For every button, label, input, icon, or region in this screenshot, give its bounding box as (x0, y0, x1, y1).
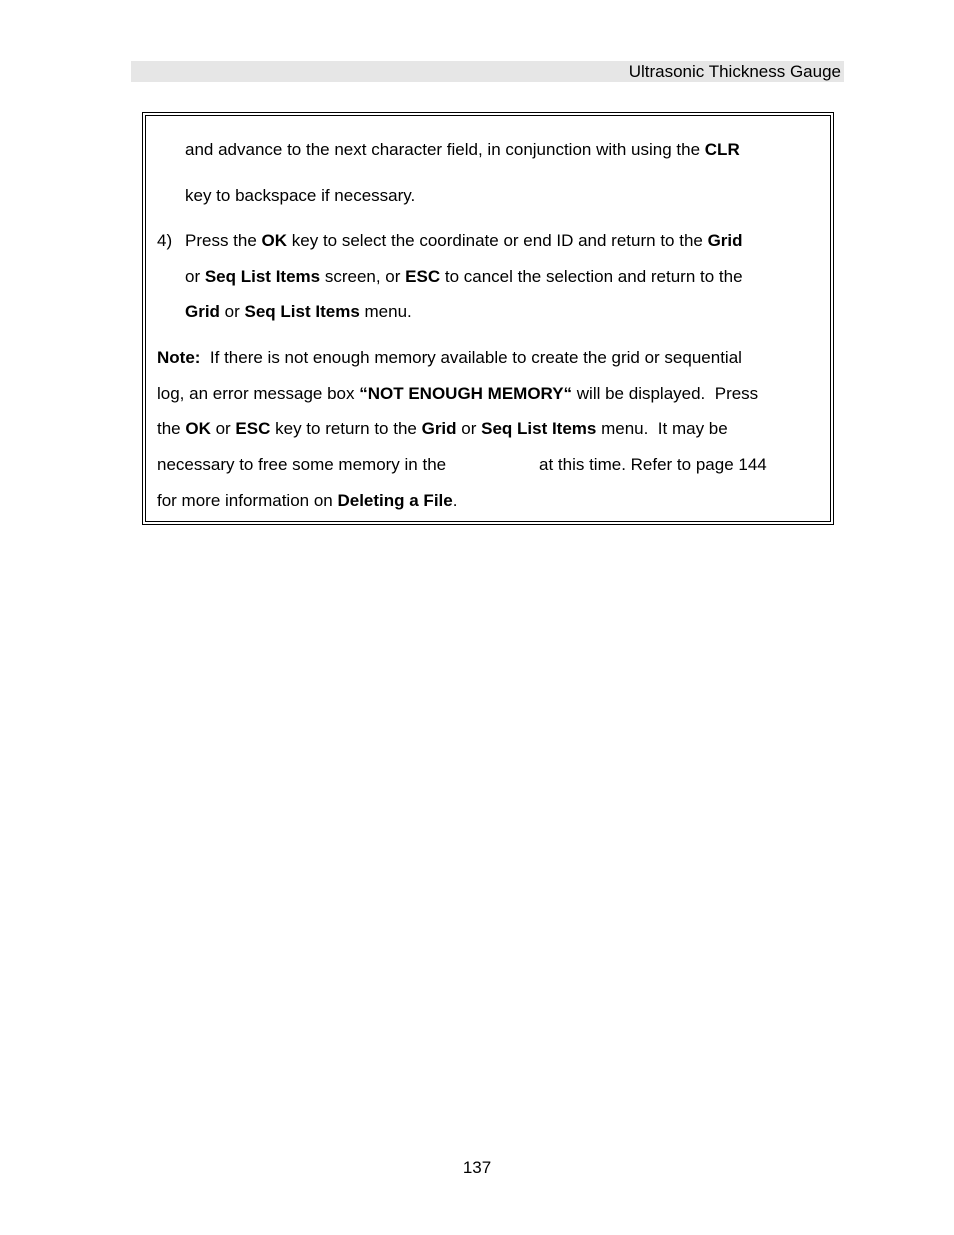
continuation-line-1: and advance to the next character field, in conjunction with using the CLR (185, 140, 740, 159)
esc-key: ESC (405, 267, 441, 286)
ok-key: OK (185, 419, 211, 438)
deleting-a-file-reference: Deleting a File (337, 491, 453, 510)
note-line-3: the OK or ESC key to return to the Grid or Seq List Items menu. It may be (157, 419, 728, 438)
step4-line-3: Grid or Seq List Items menu. (185, 302, 412, 321)
ok-key: OK (261, 231, 288, 250)
header-title: Ultrasonic Thickness Gauge (628, 62, 841, 81)
seq-list-items-term: Seq List Items (244, 302, 360, 321)
grid-term: Grid (421, 419, 457, 438)
step-number: 4) (157, 231, 173, 250)
seq-list-items-term: Seq List Items (204, 267, 321, 286)
note-line-5: for more information on Deleting a File. (157, 491, 458, 510)
note-line-4b: at this time. Refer to page 144 (539, 455, 767, 474)
note-label: Note: (157, 348, 201, 367)
error-message-text: “NOT ENOUGH MEMORY“ (359, 384, 573, 403)
page-number: 137 (462, 1158, 492, 1177)
grid-term: Grid (185, 302, 220, 321)
step4-line-1: Press the OK key to select the coordinate or end ID and return to the Grid (185, 231, 743, 250)
clr-key: CLR (704, 140, 740, 159)
step4-line-2: or Seq List Items screen, or ESC to cancel the selection and return to the (185, 267, 743, 286)
continuation-line-2: key to backspace if necessary. (185, 186, 416, 205)
seq-list-items-term: Seq List Items (481, 419, 597, 438)
note-line-2: log, an error message box “NOT ENOUGH MEMORY“ will be displayed. Press (157, 384, 759, 403)
note-line-1: Note: If there is not enough memory available to create the grid or sequential (157, 348, 742, 367)
running-header (131, 61, 844, 82)
note-line-4a: necessary to free some memory in the (157, 455, 447, 474)
esc-key: ESC (235, 419, 271, 438)
grid-term: Grid (707, 231, 743, 250)
